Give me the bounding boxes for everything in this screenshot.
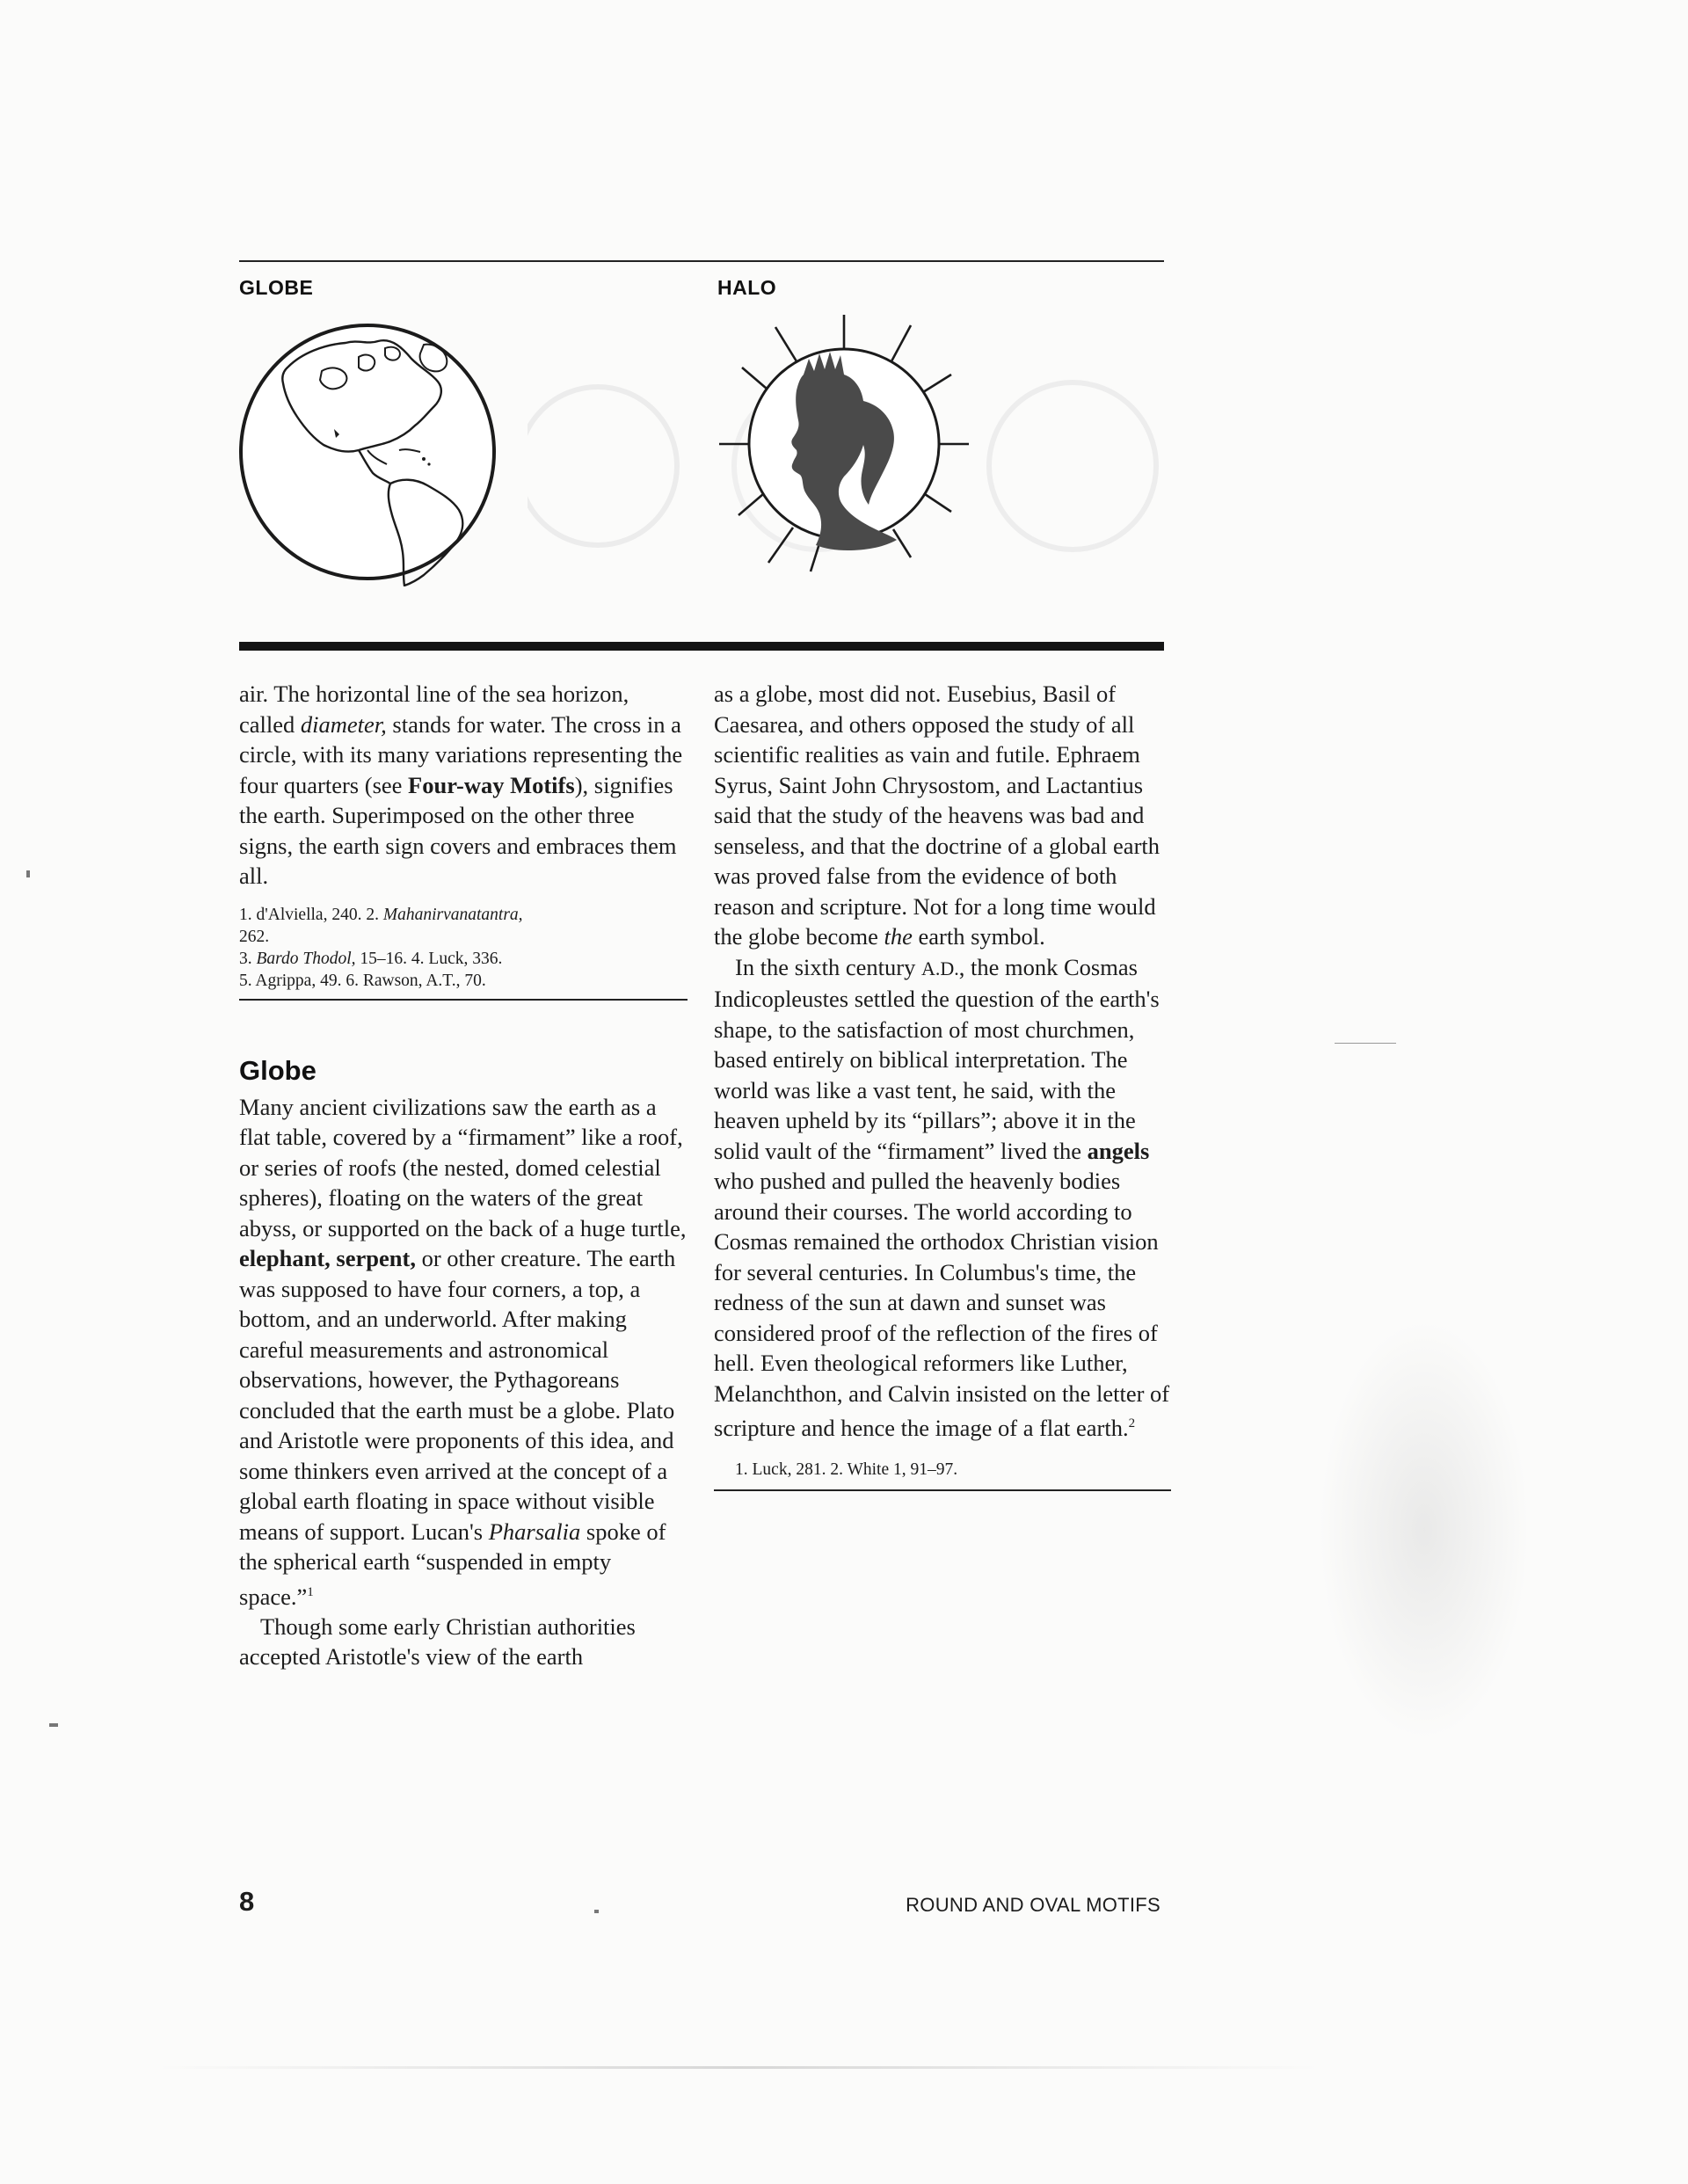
cross-reference: elephant, serpent, [239,1245,416,1271]
footnote-line: 5. Agrippa, 49. 6. Rawson, A.T., 70. [239,971,486,990]
left-column [239,679,688,1672]
footnotes [714,1459,1171,1491]
scan-speck [49,1723,58,1727]
footnote-rule [714,1489,1171,1491]
cross-reference: Four-way Motifs [408,771,575,798]
scan-edge-line [158,2066,1319,2069]
footnote-rule [239,999,688,1001]
figure-label-halo: HALO [717,276,777,299]
footnote-line: 1. d'Alviella, 240. 2. Mahanirvanatantra, [239,905,523,924]
footnote-line: 1. Luck, 281. 2. White 1, 91–97. [735,1460,958,1480]
paragraph: Many ancient civilizations saw the earth as a flat table, covered by a “firmament” like a roof, or series of roofs (the nested, domed celestial spheres), floating on the waters of the great abyss, or supported on the back of a huge turtle, elephant, serpent, or other creature. The earth was supposed to have four corners, a top, a bottom, and an underworld. After making careful measurements and astronomical observations, however, the Pythagoreans concluded that the earth must be a globe. Plato and Aristotle were proponents of this idea, and some thinkers even arrived at the concept of a global earth floating in space without visible means of support. Lucan's Pharsalia spoke of the spherical earth “suspended in empty space.”$^1$ [239,1093,687,1610]
footnotes [239,904,688,1001]
footnote-marker: 1 [307,1584,314,1599]
header-rule [239,260,1164,262]
scan-speck [1335,1043,1396,1044]
paragraph: In the sixth century A.D., the monk Cosmas Indicopleustes settled the question of the earth's shape, to the satisfaction of most churchmen, based entirely on biblical interpretation. The world was like a vast tent, he said, with the heaven upheld by its “pillars”; above it in the solid vault of the “firmament” lived the angels who pushed and pulled the heavenly bodies around their courses. The world according to Cosmas remained the orthodox Christian vision for several centuries. In Columbus's time, the redness of the sun at dawn and sunset was considered proof of the reflection of the fires of hell. Even theological reformers like Luther, Melanchthon, and Calvin insisted on the letter of scripture and hence the image of a flat earth.$^2$ [714,953,1170,1441]
paragraph: Though some early Christian authorities accepted Aristotle's view of the earth [239,1613,636,1671]
cross-reference: angels [1087,1137,1150,1164]
footnote-marker: 2 [1128,1416,1136,1431]
page-number: 8 [239,1886,255,1917]
scan-speck [594,1910,599,1913]
figure-label-globe: GLOBE [239,276,314,299]
paragraph: air. The horizontal line of the sea horizon, called diameter, stands for water. The cross in a circle, with its many variations representing the four quarters (see Four-way Motifs), signifies the earth. Superimposed on the other three signs, the earth sign covers and embraces them all. [239,681,683,889]
right-column [714,679,1171,1491]
scan-shadow [1319,1319,1530,1741]
halo-icon [712,290,993,598]
running-footer: ROUND AND OVAL MOTIFS [906,1894,1160,1916]
section-title: Globe [239,1054,316,1086]
scan-speck [26,870,30,877]
globe-icon [236,318,499,586]
paragraph: as a globe, most did not. Eusebius, Basil of Caesarea, and others opposed the study of all scientific realities as vain and futile. Ephraem Syrus, Saint John Chrysostom, and Lactantius said that the study of the heavens was bad and senseless, and that the doctrine of a global earth was proved false from the evidence of both reason and scripture. Not for a long time would the globe become the earth symbol. [714,681,1160,950]
footnote-line: 262. [239,927,270,946]
footnote-line: 3. Bardo Thodol, 15–16. 4. Luck, 336. [239,949,503,968]
section-rule [239,642,1164,651]
